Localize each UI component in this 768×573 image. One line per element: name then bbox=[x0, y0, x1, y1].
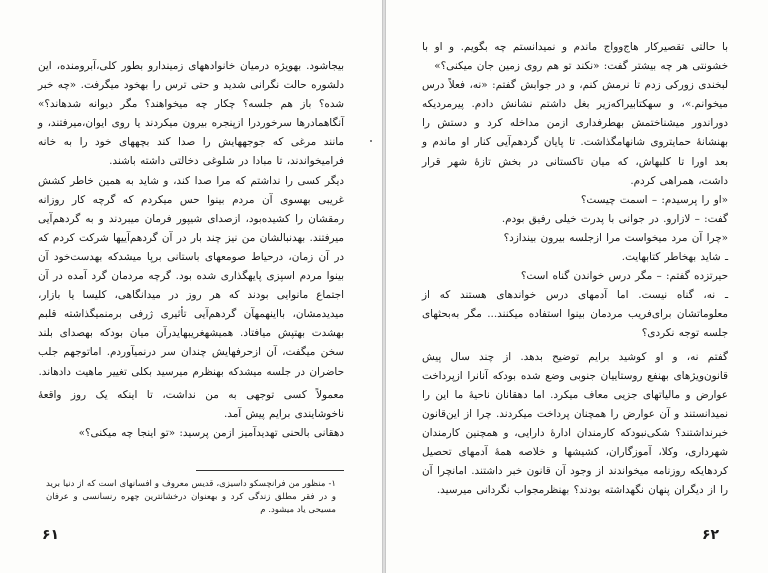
footnote-separator bbox=[196, 470, 344, 471]
paragraph: ـ شاید بهخاطر کتابهایت. bbox=[621, 251, 728, 264]
margin-dot bbox=[370, 140, 372, 142]
left-page-body bbox=[38, 57, 344, 443]
left-page bbox=[0, 0, 382, 573]
paragraph: معمولاً کسی توجهی به من نداشت، تا اینکه یک روز واقعهٔ ناخوشایندی برایم پیش آمد. bbox=[38, 388, 344, 420]
right-page-body bbox=[422, 38, 728, 500]
paragraph: دهقانی بالحنی تهدیدآمیز ازمن پرسید: «تو اینجا چه میکنی؟» bbox=[78, 426, 344, 439]
right-page bbox=[386, 0, 768, 573]
paragraph: «چرا آن مرد میخواست مرا ازجلسه بیرون بیندازد؟ bbox=[503, 231, 728, 244]
page-number-right: ۶۲ bbox=[702, 527, 720, 543]
page-number-left: ۶۱ bbox=[42, 527, 60, 543]
paragraph: دیگر کسی را نداشتم که مرا صدا کند، و شاید به همین خاطر کشش غریبی بهسوی آن مردم بینوا حس میکردم که گرچه کار روزانه رمقشان را کشیده‌بود، ازصدای شیپور فرمان میبردند و به گردهم‌آیی میرفتند. بهدنبالشان من نیز چند بار در آن گردهم‌آییها شرکت کردم که در آن زمان، درحیاط صومعهای باستانی برپا میشدکه بهدست‌خود آن بینوا مردم اسپزی پایهگذاری شده بود. گرچه مردمان گرد آمده در آن اجتماع مانوایی بودند که هر روز در میدانگاهی، کلیسا یا بازار، میدیدمشان، بااینهمهآن گردهم‌آیی تأثیری ژرفی برمنمیگذاشته قلبم بهشدت بهتپش میافتاد. همیشهغریبهایدرآن میان بودکه بهصدای بلند سخن میگفت، آن ازحرفهایش چندان سر درنمیآوردم. اماتوجهم جلب حاضران در جلسه میشدکه بهنظرم میرسید بکلی تغییر ماهیت دادهاند. bbox=[38, 174, 344, 378]
paragraph: بیجاشود. بهویژه درمیان خانوادههای زمیندارو بطور کلی،آبرومنده، این دلشوره حالت نگرانی شدید و حتی ترس را بهخود میگرفت. «چه خبر شده؟ باز هم جلسه؟ چکار چه میخواهند؟ مگر دیوانه شدهاند؟» آنگاهمادرها سرخوردرا ازپنجره بیرون میکردند یا روی ایوان،میرفتند، و مانند مرغی که جوجههایش را صدا کند بچههای خود را به خانه فرامیخواندند، تا مبادا در شلوغی دخالتی داشته باشند. bbox=[38, 60, 344, 168]
footnote: ۱- منظور من فرانچسکو داسیزی، قدیس معروف و افسانهای است که از دنیا برید و در فقر مطلق زندگی کرد و بهعنوان درخشانترین چهره رنسانسی و عرفان مسیحی یاد میشود. م bbox=[46, 479, 336, 516]
paragraph: حیرتزده گفتم: – مگر درس خواندن گناه است؟ bbox=[520, 270, 728, 283]
paragraph: گفتم نه، و او کوشید برایم توضیح بدهد. از چند سال پیش قانون‌ویژهای بهنفع روستاییان جنوبی وضع شده بودکه آنانرا ازپرداخت عوارض و مالیاتهای جزیی معاف میکرد. اما دهقانان ناحیهٔ ما این را نمیدانستند و آن عوارض را همچنان پرداخت میکردند. چرا از این‌قانون خبرنداشتند؟ شکی‌نبودکه کارمندان ادارهٔ دارایی، و همچنین کارمندان شهرداری، وکلا، آموزگاران، کشیشها و خلاصه همهٔ آدمهای تحصیل کردهایکه روزنامه میخواندند از وجود آن قانون خبر داشتند. امانچرا آن را از دیگران پنهان نگهداشته بودند؟ بهنظرمجواب نگردانی میرسید. bbox=[422, 350, 728, 497]
paragraph: با حالتی تقصیرکار هاج‌وواج ماندم و نمیدانستم چه بگویم. و او با خشونتی هر چه بیشتر گفت: «نکند تو هم روی زمین جان میکنی؟» bbox=[422, 41, 728, 73]
paragraph: گفت: – لازارو. در جوانی با پدرت خیلی رفیق بودم. bbox=[501, 212, 728, 225]
paragraph: ـ نه، گناه نیست. اما آدمهای درس خواندهای هستند که از معلوماتشان برای‌فریب مردمان بینوا استفاده میکنند... مگر به‌بحثهای جلسه توجه نکردی؟ bbox=[422, 289, 728, 340]
paragraph: لبخندی زورکی زدم تا نرمش کنم، و در جوابش گفتم: «نه، فعلاً درس میخوانم.»، و سهکتابیراکه‌زیر بغل داشتم نشانش دادم. پیرمردیکه دوراندور میشناختمش بهطرفداری ازمن مداخله کرد و دستش را بهنشانهٔ حمایتروی شانهامگذاشت. تا پایان گردهم‌آیی کنار او ماندم و بعد اورا تا کلبهاش، که میان تاکستانی در بخش تازهٔ شهر قرار داشت، همراهی کردم. bbox=[422, 79, 728, 187]
paragraph: «او را پرسیدم: – اسمت چیست؟ bbox=[580, 193, 728, 206]
